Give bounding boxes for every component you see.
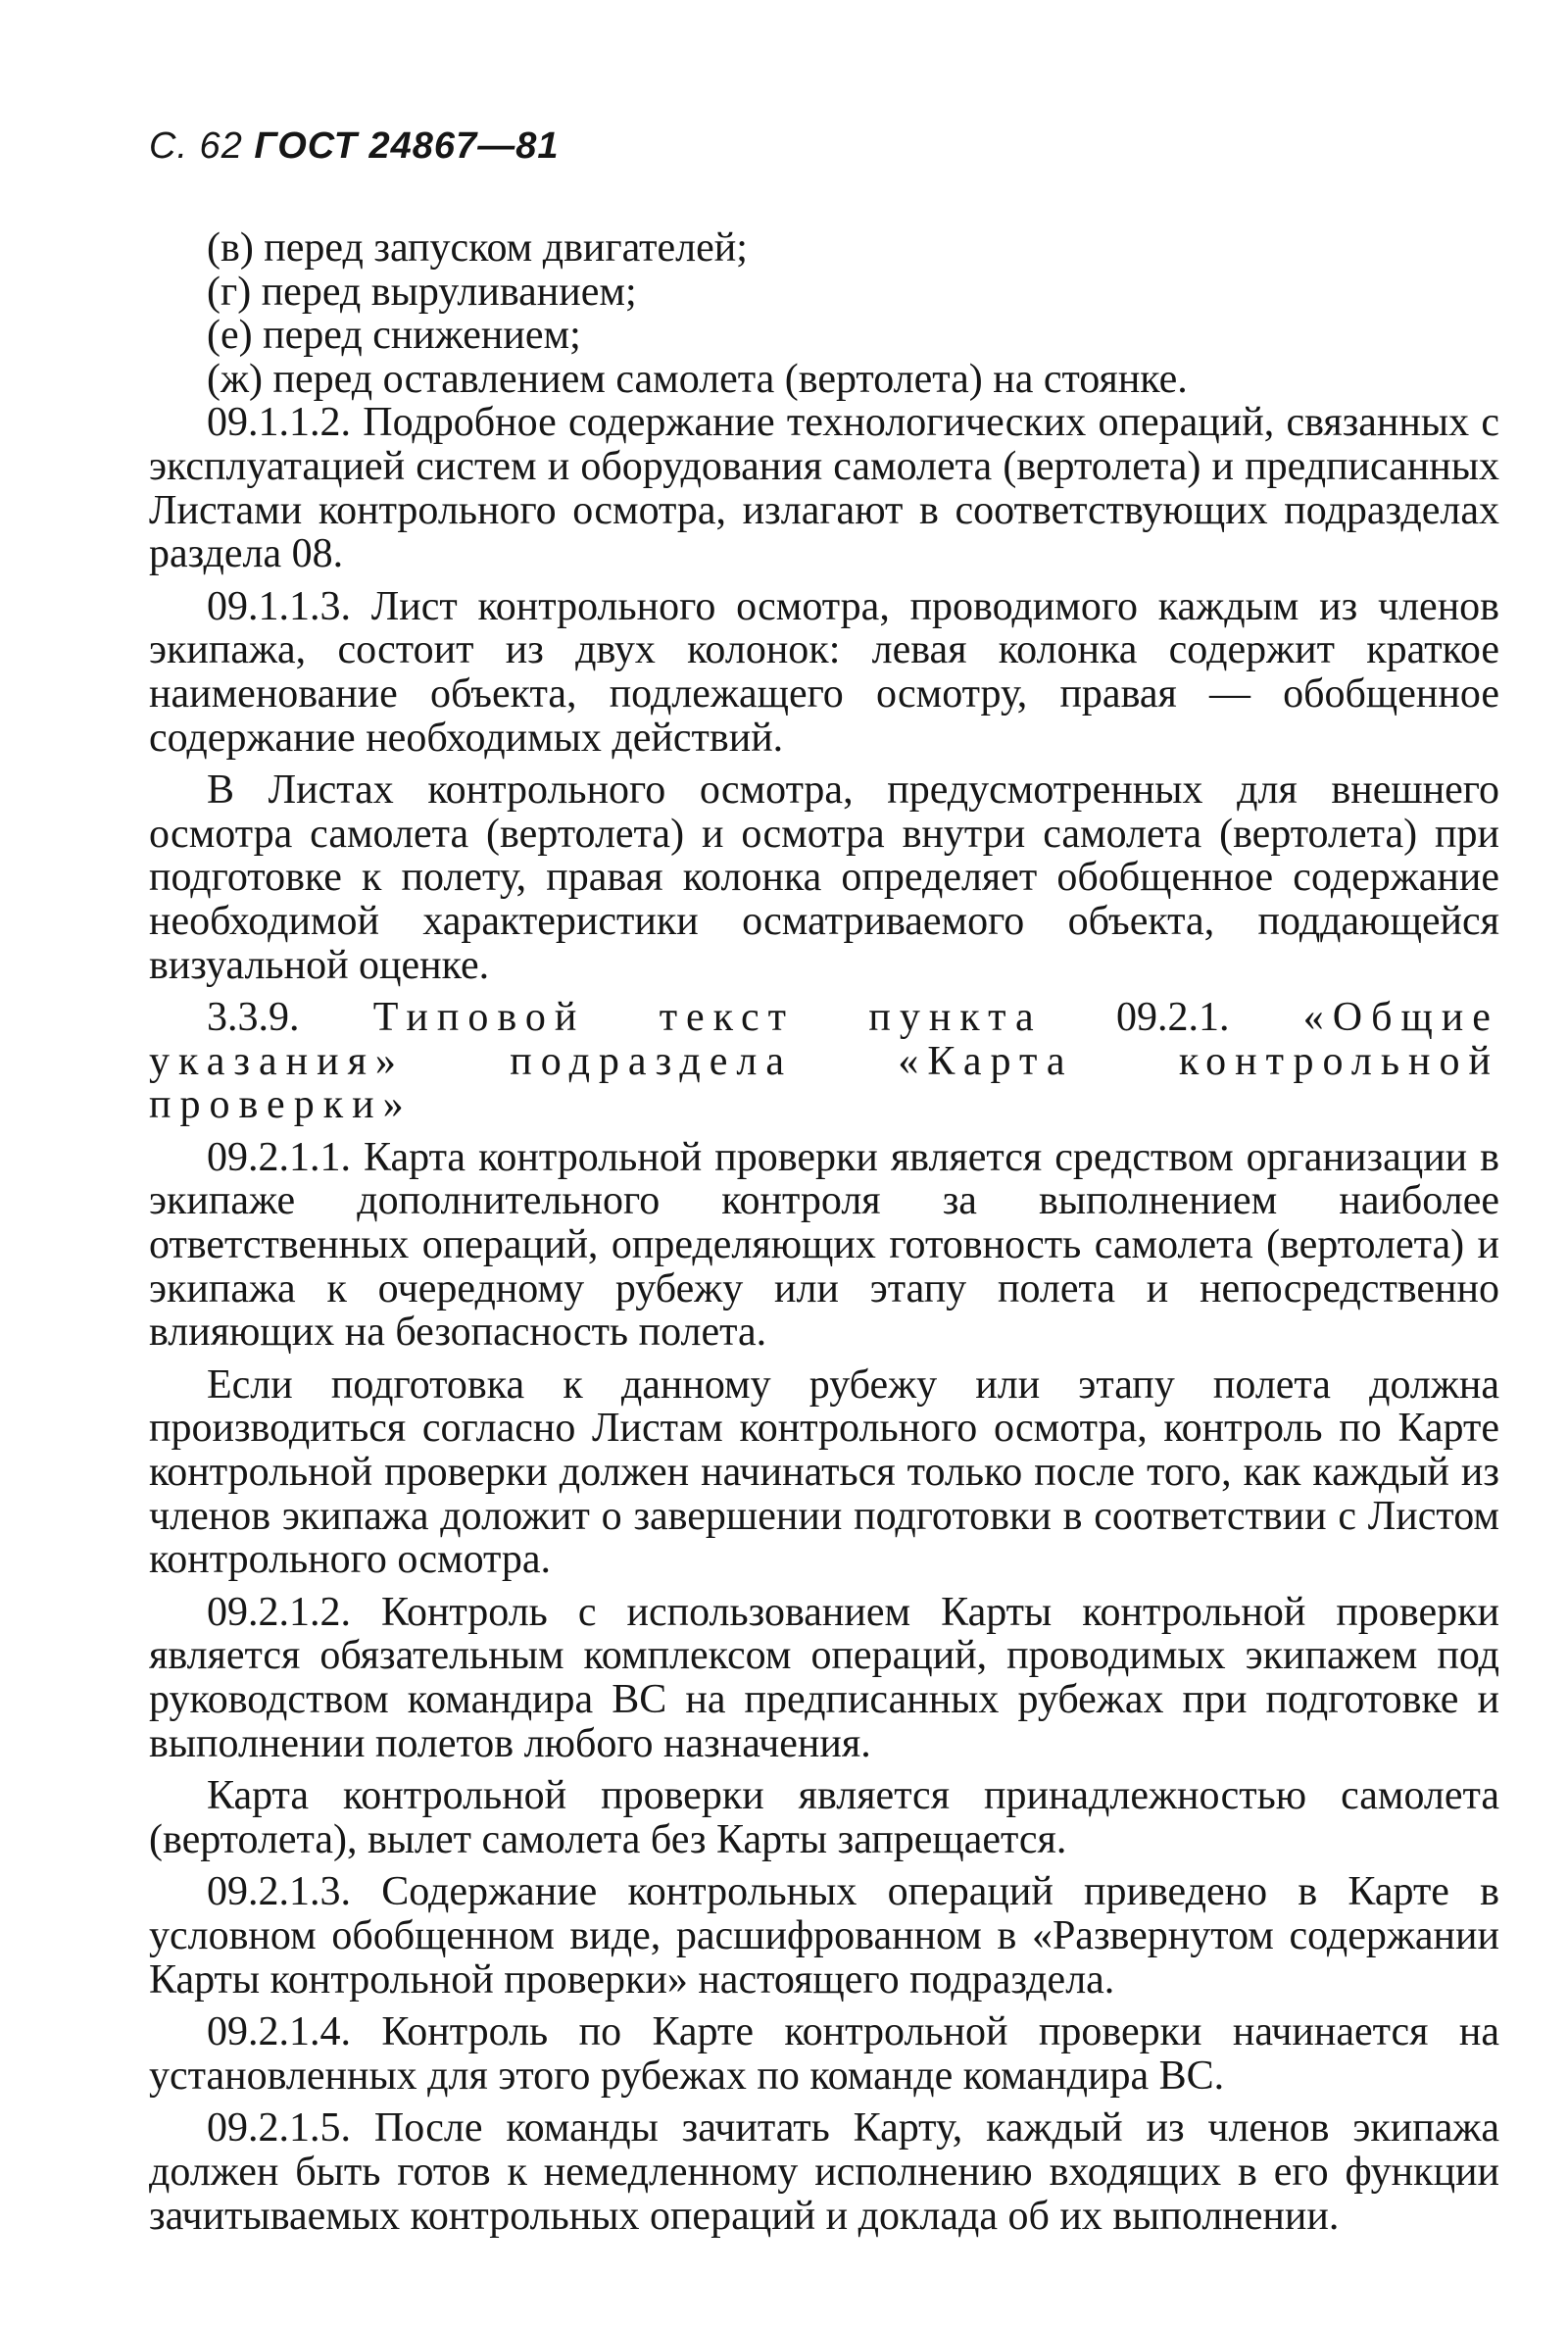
page-number: С. 62: [149, 125, 243, 167]
list-item: (ж) перед оставлением самолета (вертолета) на стоянке.: [207, 356, 1188, 402]
heading-word: указания»: [149, 1038, 405, 1084]
heading-word: подраздела: [510, 1038, 794, 1084]
document-page: [149, 125, 1499, 2238]
list-item: (г) перед выруливанием;: [207, 269, 637, 315]
heading-word: «Общие: [1302, 995, 1499, 1041]
heading-word: контрольной: [1178, 1038, 1499, 1084]
paragraph-09-2-1-4: 09.2.1.4. Контроль по Карте контрольной проверки начинается на установленных для этого рубежах по команде командира ВС.: [149, 2009, 1499, 2099]
heading-number: 3.3.9.: [207, 995, 300, 1041]
paragraph-inspection-sheets: В Листах контрольного осмотра, предусмотренных для внешнего осмотра самолета (вертолета) и осмотра внутри самолета (вертолета) при подготовке к полету, правая колонка определяет обобщенное содержание необходимой характеристики осматриваемого объекта, поддающейся визуальной оценке.: [149, 767, 1499, 988]
heading-word: текст: [659, 995, 796, 1041]
heading-word: пункта: [868, 995, 1043, 1041]
paragraph-09-2-1-3: 09.2.1.3. Содержание контрольных операций приведено в Карте в условном обобщенном виде, расшифрованном в «Развернутом содержании Карты контрольной проверки» настоящего подраздела.: [149, 1869, 1499, 2003]
paragraph-09-2-1-1: 09.2.1.1. Карта контрольной проверки является средством организации в экипаже дополнительного контроля за выполнением наиболее ответственных операций, определяющих готовность самолета (вертолета) и экипажа к очередному рубежу или этапу полета и непосредственно влияющих на безопасность полета.: [149, 1134, 1499, 1356]
section-heading: [149, 996, 1499, 1127]
paragraph-09-1-1-3: 09.1.1.3. Лист контрольного осмотра, проводимого каждым из членов экипажа, состоит из двух колонок: левая колонка содержит краткое наименование объекта, подлежащего осмотру, правая — обобщенное содержание необходимых действий.: [149, 583, 1499, 761]
paragraph-09-2-1-5: 09.2.1.5. После команды зачитать Карту, каждый из членов экипажа должен быть готов к немедленному исполнению входящих в его функции зачитываемых контрольных операций и доклада об их выполнении.: [149, 2105, 1499, 2239]
paragraph-preparation: Если подготовка к данному рубежу или этапу полета должна производиться согласно Листам контрольного осмотра, контроль по Карте контрольной проверки должен начинаться только после того, как каждый из членов экипажа доложит о завершении подготовки в соответствии с Листом контрольного осмотра.: [149, 1361, 1499, 1583]
paragraph-09-2-1-2: 09.2.1.2. Контроль с использованием Карты контрольной проверки является обязательным комплексом операций, проводимых экипажем под руководством командира ВС на предписанных рубежах при подготовке и выполнении полетов любого назначения.: [149, 1589, 1499, 1766]
list-item: (е) перед снижением;: [207, 313, 581, 359]
standard-designation: ГОСТ 24867—81: [254, 125, 560, 167]
heading-word: проверки»: [149, 1082, 413, 1128]
heading-word: Типовой: [372, 995, 586, 1041]
heading-word: «Карта: [898, 1038, 1074, 1084]
heading-item-number: 09.2.1.: [1115, 995, 1230, 1041]
paragraph-09-1-1-2: 09.1.1.2. Подробное содержание технологических операций, связанных с эксплуатацией систем и оборудования самолета (вертолета) и предписанных Листами контрольного осмотра, излагают в соответствующих подразделах раздела 08.: [149, 400, 1499, 577]
paragraph-card-ownership: Карта контрольной проверки является принадлежностью самолета (вертолета), вылет самолета без Карты запрещается.: [149, 1773, 1499, 1862]
checklist-stages: [149, 226, 1499, 401]
page-header: [149, 125, 1499, 168]
list-item: (в) перед запуском двигателей;: [207, 225, 748, 271]
